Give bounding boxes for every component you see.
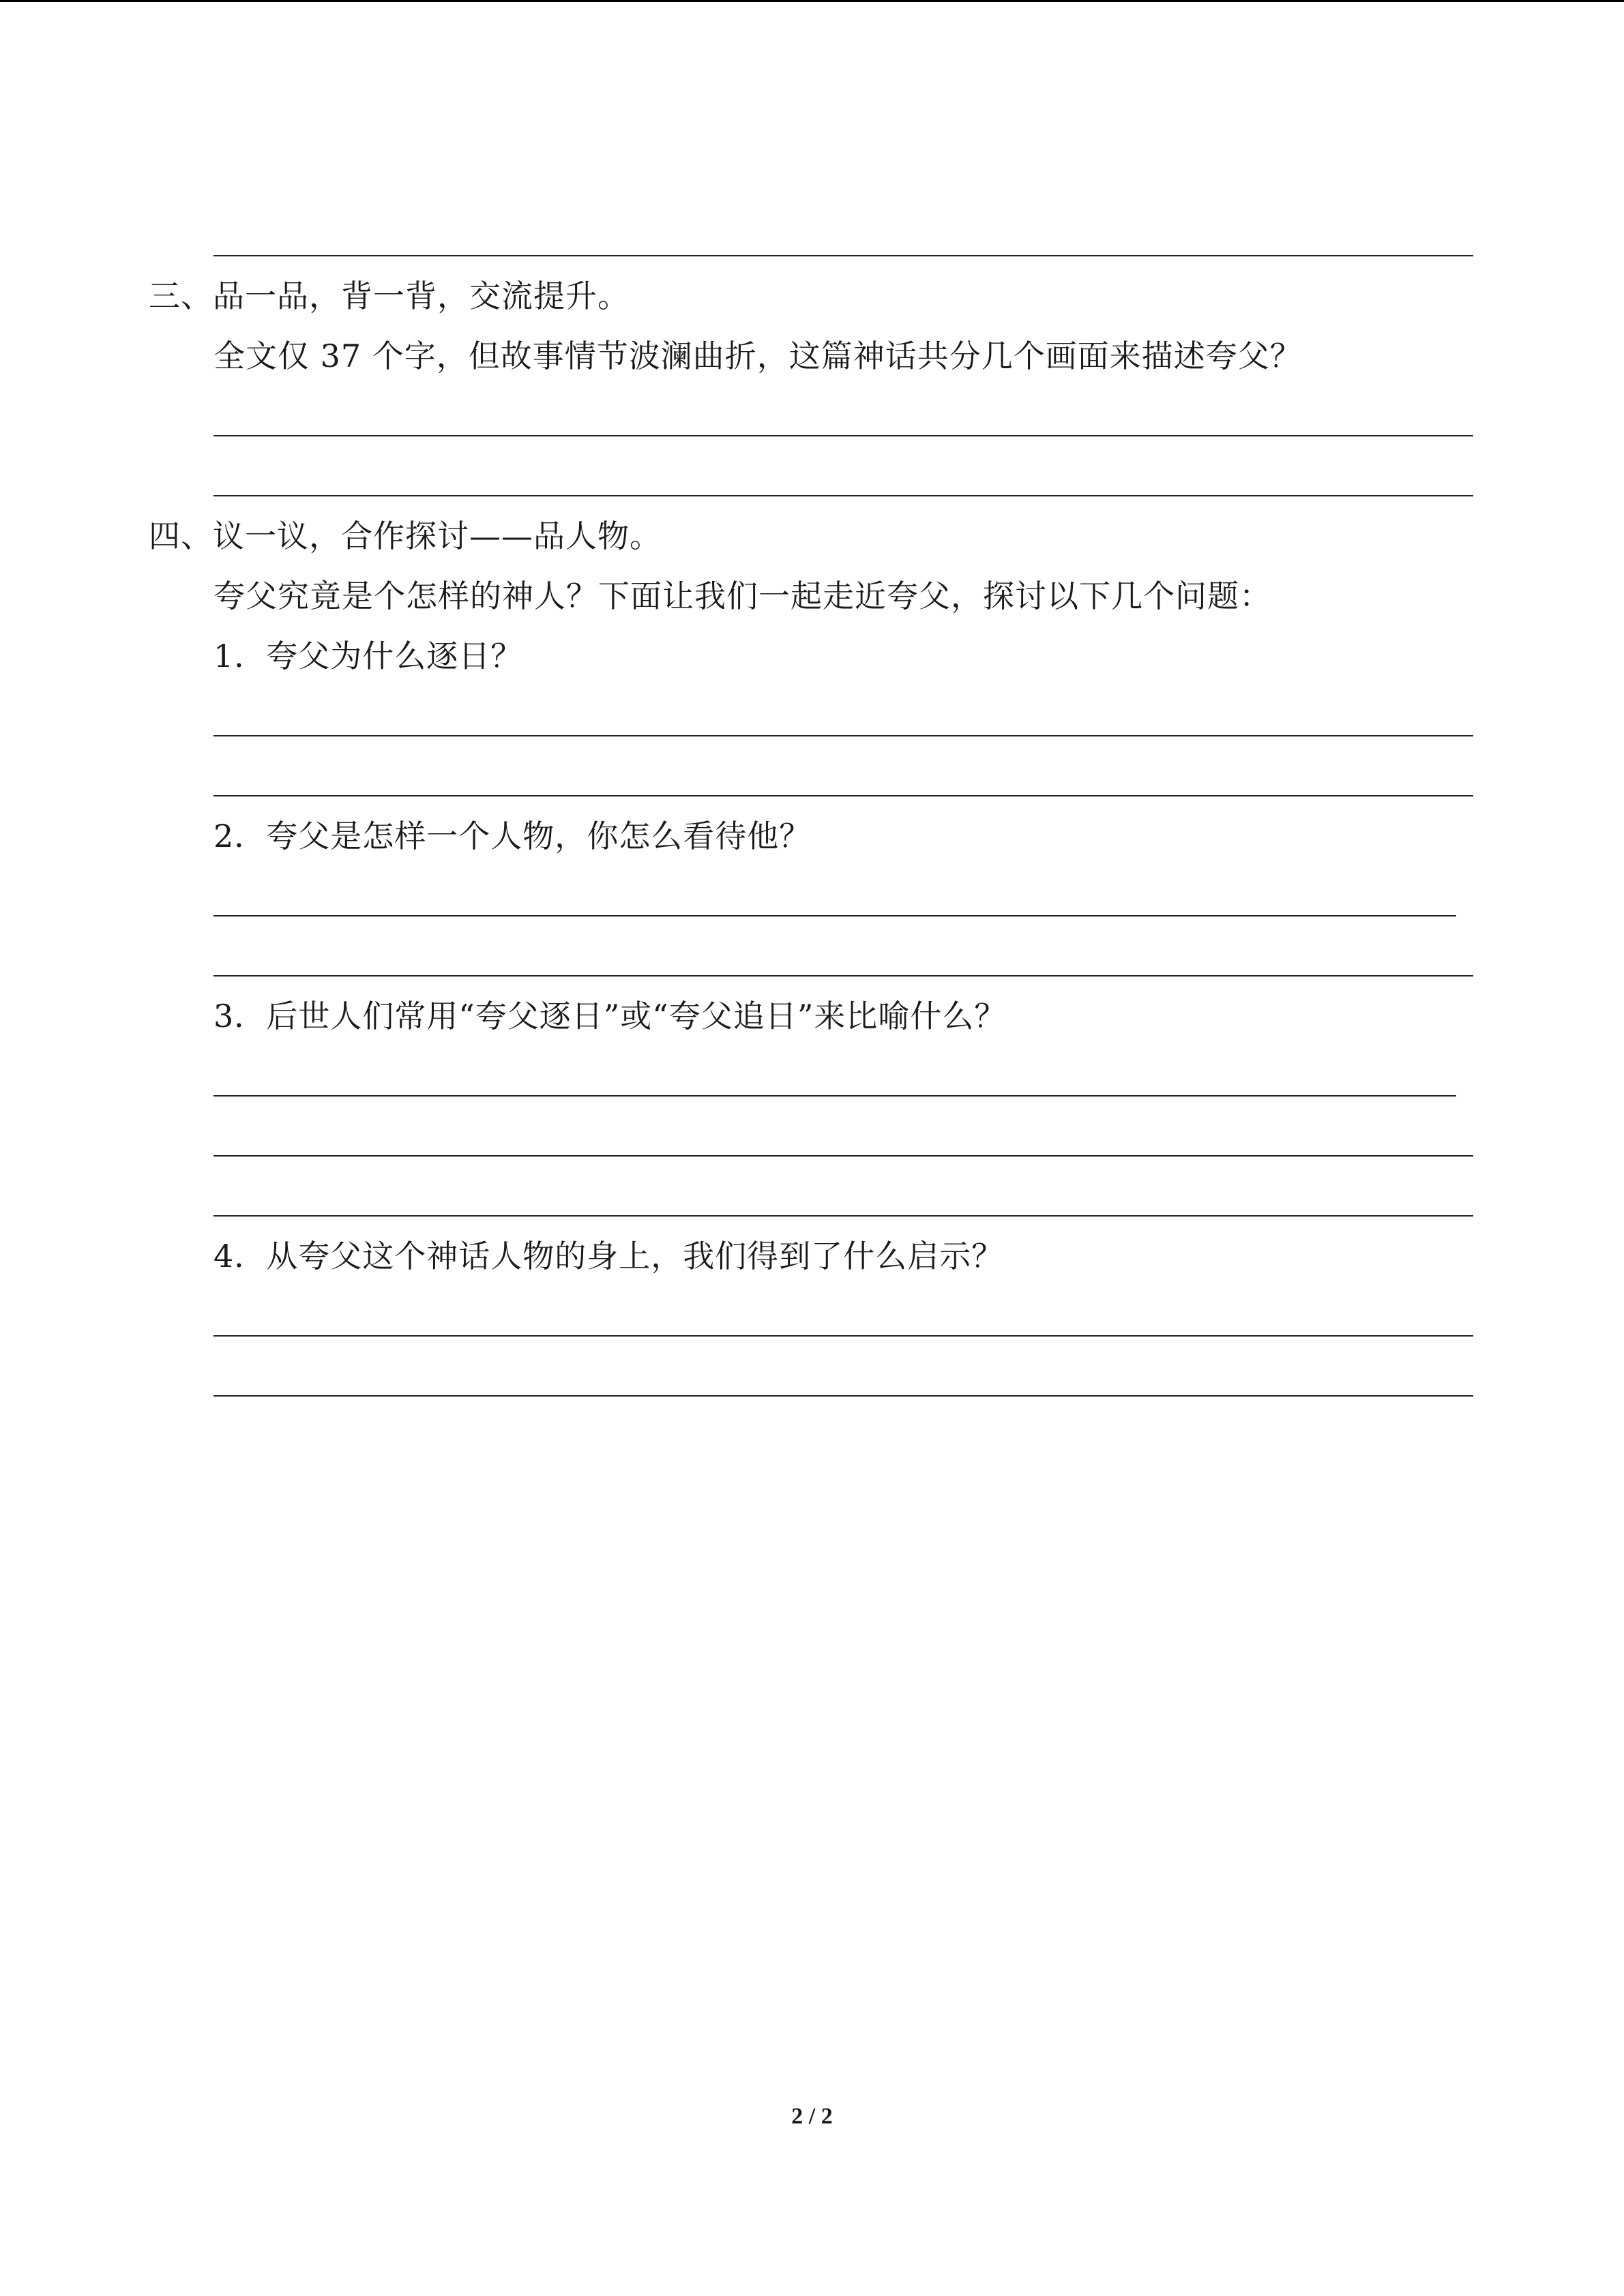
page-top-border (0, 0, 1624, 2)
answer-line[interactable] (213, 1095, 1456, 1097)
section-3-question: 全文仅 37 个字，但故事情节波澜曲折，这篇神话共分几个画面来描述夸父？ (213, 338, 1302, 374)
answer-line[interactable] (213, 1215, 1473, 1217)
answer-line[interactable] (213, 255, 1473, 256)
question-2: 2．夸父是怎样一个人物，你怎么看待他？ (213, 818, 812, 854)
answer-line[interactable] (213, 975, 1473, 976)
question-1: 1．夸父为什么逐日？ (213, 638, 523, 674)
page-number: 2 / 2 (791, 2104, 833, 2129)
answer-line[interactable] (213, 495, 1473, 496)
question-4: 4．从夸父这个神话人物的身上，我们得到了什么启示？ (213, 1238, 1004, 1274)
section-4-heading: 四、议一议，合作探讨——品人物。 (149, 518, 662, 554)
section-3-heading: 三、品一品，背一背，交流提升。 (149, 278, 630, 314)
answer-line[interactable] (213, 1155, 1473, 1157)
answer-line[interactable] (213, 915, 1456, 916)
answer-line[interactable] (213, 1335, 1473, 1337)
answer-line[interactable] (213, 1395, 1473, 1397)
answer-line[interactable] (213, 795, 1473, 796)
answer-line[interactable] (213, 735, 1473, 736)
question-3: 3．后世人们常用“夸父逐日”或“夸父追日”来比喻什么？ (213, 998, 1007, 1034)
answer-line[interactable] (213, 435, 1473, 436)
section-4-intro: 夸父究竟是个怎样的神人？下面让我们一起走近夸父，探讨以下几个问题： (213, 578, 1271, 614)
